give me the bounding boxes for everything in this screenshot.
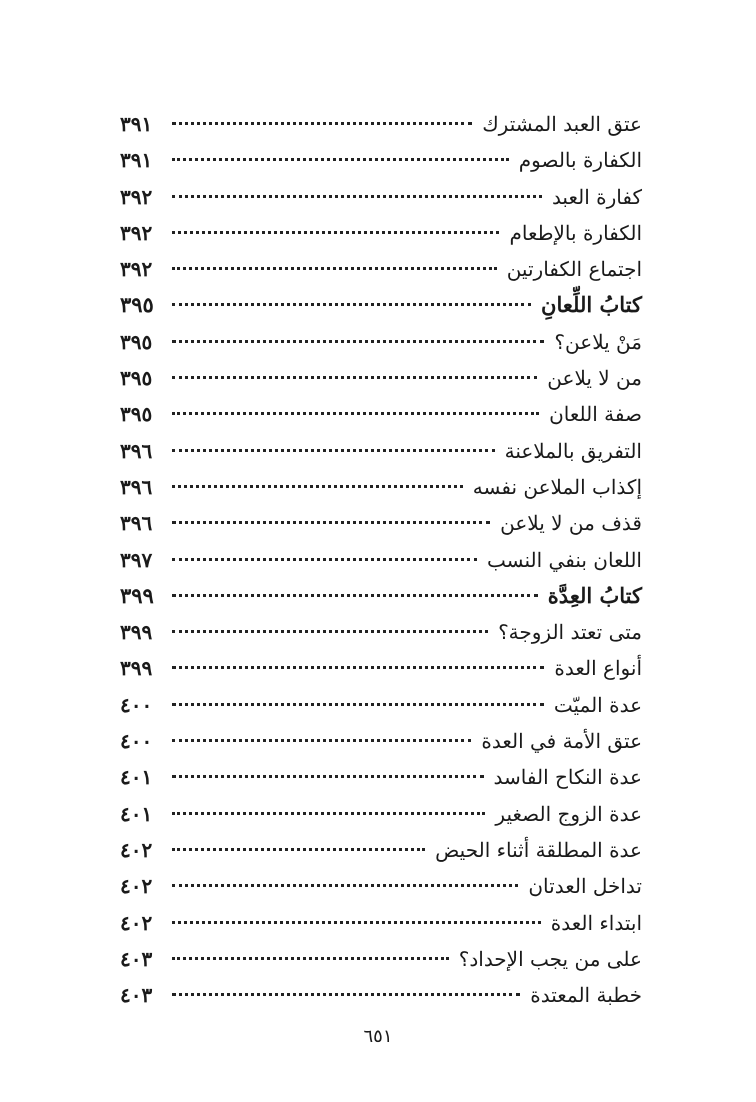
toc-entry-title: عدة الزوج الصغير (495, 801, 642, 826)
toc-entry-title: تداخل العدتان (528, 874, 642, 899)
dot-leader (172, 584, 538, 597)
toc-entry-title: مَنْ يلاعن؟ (554, 329, 642, 354)
toc-entry (120, 142, 642, 178)
dot-leader (172, 511, 490, 524)
toc-entry-title: صفة اللعان (549, 402, 642, 427)
toc-entry-title: كفارة العبد (551, 184, 642, 209)
dot-leader (172, 947, 449, 960)
dot-leader (172, 475, 463, 488)
toc-entry (120, 396, 642, 432)
toc-entry-page: ٤٠٣ (120, 946, 153, 971)
toc-entry (120, 614, 642, 650)
dot-leader (172, 838, 425, 851)
toc-entry-page: ٣٩٦ (120, 438, 153, 463)
toc-entry-page: ٤٠١ (120, 801, 153, 826)
toc-entry-page: ٣٩٥ (120, 329, 153, 354)
toc-entry (120, 687, 642, 723)
toc-entry (120, 977, 642, 1013)
toc-entry (120, 215, 642, 251)
toc-entry-title: عتق العبد المشترك (482, 112, 642, 136)
toc-entry-title: على من يجب الإحداد؟ (458, 946, 642, 971)
dot-leader (172, 911, 541, 924)
dot-leader (172, 765, 484, 778)
toc-entry-page: ٣٩١ (120, 148, 153, 173)
toc-entry (120, 505, 642, 541)
toc-entry-page: ٣٩٥ (120, 402, 153, 427)
toc-entry-page: ٣٩٩ (120, 620, 153, 645)
dot-leader (172, 802, 485, 815)
toc-entry-title: من لا يلاعن (547, 366, 642, 391)
toc-entry-title: خطبة المعتدة (530, 983, 642, 1008)
dot-leader (172, 257, 497, 270)
dot-leader (172, 729, 471, 742)
toc-entry-page: ٣٩٢ (120, 257, 153, 282)
toc-entry-page: ٣٩٧ (120, 547, 153, 572)
dot-leader (172, 366, 537, 379)
dot-leader (172, 983, 520, 996)
toc-entry-page: ٤٠٢ (120, 874, 153, 899)
dot-leader (172, 148, 509, 161)
toc-entry (120, 179, 642, 215)
toc-entry (120, 360, 642, 396)
toc-entry-page: ٣٩٩ (120, 582, 154, 608)
toc-entry (120, 433, 642, 469)
toc-entry-title: عدة الميّت (553, 692, 642, 717)
page-number: ٦٥١ (363, 1026, 393, 1047)
toc-entry-page: ٣٩٢ (120, 184, 153, 209)
toc-entry-title: التفريق بالملاعنة (504, 438, 642, 463)
toc-entry (120, 941, 642, 977)
toc-entry-page: ٣٩٦ (120, 474, 153, 499)
toc-entry-title: كتابُ اللِّعانِ (541, 292, 642, 318)
dot-leader (172, 693, 544, 706)
toc-entry (120, 796, 642, 832)
toc-entry (120, 723, 642, 759)
toc-entry-title: أنواع العدة (554, 656, 642, 681)
toc-entry (120, 905, 642, 941)
dot-leader (172, 439, 495, 452)
dot-leader (172, 620, 488, 633)
dot-leader (172, 112, 472, 125)
toc-entry (120, 759, 642, 795)
toc-entry-title: اجتماع الكفارتين (506, 257, 642, 282)
toc-entry-page: ٣٩٥ (120, 366, 153, 391)
toc-entry-page: ٤٠٣ (120, 983, 153, 1008)
dot-leader (172, 221, 499, 234)
dot-leader (172, 185, 542, 198)
dot-leader (172, 548, 477, 561)
toc-entry-page: ٣٩٦ (120, 511, 153, 536)
dot-leader (172, 402, 539, 415)
toc-entry-page: ٤٠٠ (120, 729, 153, 754)
toc-entry (120, 832, 642, 868)
toc-entry (120, 650, 642, 686)
toc-section-heading (120, 578, 642, 614)
toc-entry-title: عتق الأمة في العدة (481, 729, 642, 754)
dot-leader (172, 656, 544, 669)
toc-entry-page: ٤٠٢ (120, 837, 153, 862)
toc-entry-title: عدة النكاح الفاسد (493, 765, 642, 790)
toc-entry-page: ٤٠٠ (120, 692, 153, 717)
toc-entry (120, 469, 642, 505)
dot-leader (172, 293, 531, 306)
toc-entry (120, 251, 642, 287)
toc-entry-page: ٤٠٢ (120, 910, 153, 935)
dot-leader (172, 874, 518, 887)
table-of-contents (120, 106, 642, 1013)
toc-entry-title: اللعان بنفي النسب (487, 547, 642, 572)
toc-entry-page: ٣٩٥ (120, 292, 154, 318)
toc-entry-title: متى تعتد الزوجة؟ (498, 620, 642, 645)
toc-entry-title: الكفارة بالإطعام (509, 220, 642, 245)
toc-entry (120, 324, 642, 360)
toc-entry-page: ٤٠١ (120, 765, 153, 790)
toc-entry (120, 542, 642, 578)
toc-entry-title: كتابُ العِدَّة (547, 582, 642, 608)
toc-entry-title: الكفارة بالصوم (518, 148, 642, 173)
toc-entry-title: عدة المطلقة أثناء الحيض (435, 837, 642, 862)
toc-entry-title: إكذاب الملاعن نفسه (472, 474, 642, 499)
dot-leader (172, 330, 544, 343)
toc-entry-page: ٣٩١ (120, 112, 153, 136)
toc-section-heading (120, 287, 642, 323)
toc-entry (120, 106, 642, 142)
toc-entry-page: ٣٩٢ (120, 220, 153, 245)
toc-entry (120, 868, 642, 904)
toc-entry-title: قذف من لا يلاعن (500, 511, 642, 536)
toc-entry-title: ابتداء العدة (550, 910, 642, 935)
toc-entry-page: ٣٩٩ (120, 656, 153, 681)
